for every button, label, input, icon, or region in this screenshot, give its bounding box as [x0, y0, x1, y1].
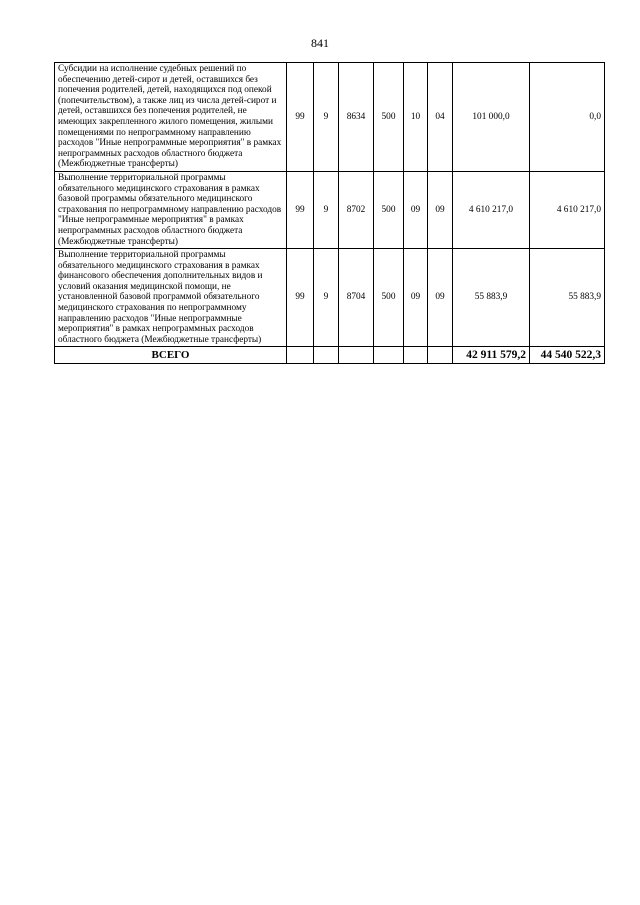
empty-cell — [314, 347, 339, 364]
code-expense-type: 500 — [374, 63, 404, 172]
code-direction: 8704 — [339, 249, 374, 347]
amount-year-2: 4 610 217,0 — [530, 171, 605, 248]
code-program: 99 — [287, 63, 314, 172]
empty-cell — [287, 347, 314, 364]
code-section: 09 — [404, 249, 428, 347]
amount-year-2: 0,0 — [530, 63, 605, 172]
amount-year-1: 101 000,0 — [453, 63, 530, 172]
total-amount-year-1: 42 911 579,2 — [453, 347, 530, 364]
code-direction: 8702 — [339, 171, 374, 248]
row-description: Выполнение территориальной программы обязательного медицинского страхования в рамках базовой программы обязательного медицинского страхования по непрограммному направлению расходов "Иные непрограммные мероприятия" в рамках непрограммных расходов областного бюджета (Межбюджетные трансферты) — [55, 171, 287, 248]
code-subprogram: 9 — [314, 63, 339, 172]
code-section: 10 — [404, 63, 428, 172]
amount-year-2: 55 883,9 — [530, 249, 605, 347]
amount-year-1: 55 883,9 — [453, 249, 530, 347]
code-section: 09 — [404, 171, 428, 248]
table-row — [55, 249, 605, 347]
total-row — [55, 347, 605, 364]
empty-cell — [339, 347, 374, 364]
code-subprogram: 9 — [314, 249, 339, 347]
total-label: ВСЕГО — [55, 347, 287, 364]
code-program: 99 — [287, 171, 314, 248]
code-expense-type: 500 — [374, 171, 404, 248]
code-direction: 8634 — [339, 63, 374, 172]
code-subsection: 09 — [428, 249, 453, 347]
code-expense-type: 500 — [374, 249, 404, 347]
table-row — [55, 63, 605, 172]
table-row — [55, 171, 605, 248]
total-amount-year-2: 44 540 522,3 — [530, 347, 605, 364]
empty-cell — [428, 347, 453, 364]
row-description: Выполнение территориальной программы обязательного медицинского страхования в рамках финансового обеспечения дополнительных видов и условий оказания медицинской помощи, не установленной базовой программой обязательного медицинского страхования по непрограммному направлению расходов "Иные непрограммные мероприятия" в рамках непрограммных расходов областного бюджета (Межбюджетные трансферты) — [55, 249, 287, 347]
empty-cell — [374, 347, 404, 364]
row-description: Субсидии на исполнение судебных решений по обеспечению детей-сирот и детей, оставшихся без попечения родителей, детей, находящихся под опекой (попечительством), а также лиц из числа детей-сирот и детей, оставшихся без попечения родителей, не имеющих закрепленного жилого помещения, жилыми помещениями по непрограммному направлению расходов "Иные непрограммные мероприятия" в рамках непрограммных расходов областного бюджета (Межбюджетные трансферты) — [55, 63, 287, 172]
code-program: 99 — [287, 249, 314, 347]
code-subprogram: 9 — [314, 171, 339, 248]
code-subsection: 09 — [428, 171, 453, 248]
code-subsection: 04 — [428, 63, 453, 172]
empty-cell — [404, 347, 428, 364]
page-number: 841 — [311, 36, 329, 50]
amount-year-1: 4 610 217,0 — [453, 171, 530, 248]
budget-table — [54, 62, 605, 364]
